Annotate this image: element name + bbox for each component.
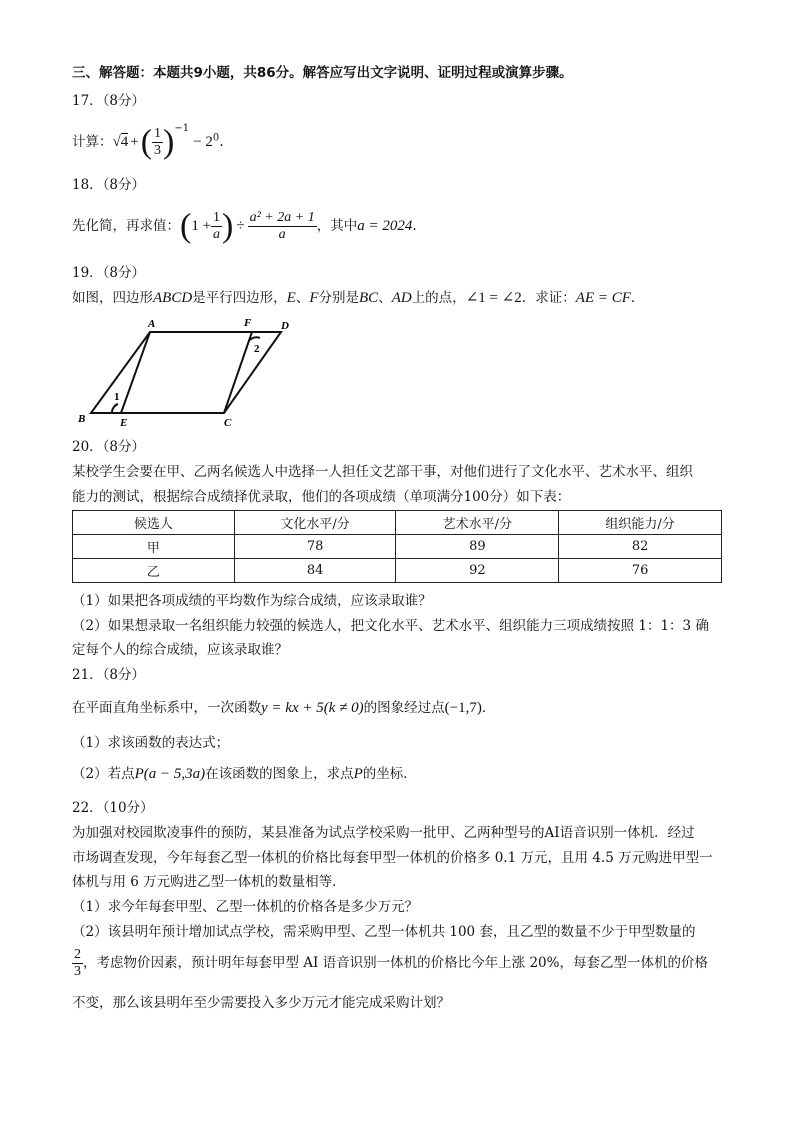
q21-text-a: 在平面直角坐标系中，一次函数 — [72, 700, 261, 716]
q19-text — [72, 289, 644, 307]
q18-small-num: 1 — [213, 210, 221, 225]
table-header-cell: 文化水平/分 — [234, 511, 396, 535]
q18-small-fraction — [211, 210, 222, 243]
table-cell: 78 — [234, 535, 396, 559]
q19-text-e: 、 — [378, 290, 392, 306]
q22-sub2-line2-text: ，考虑物价因素，预计明年每套甲型 AI 语音识别一体机的价格比今年上涨 20%，每套乙型一体机的价格 — [83, 955, 708, 971]
q17-exponent: −1 — [174, 122, 190, 134]
q20-sub2-line2: 定每个人的综合成绩，应该录取谁？ — [72, 642, 288, 658]
label-f: F — [244, 317, 252, 329]
q19-abcd: ABCD — [153, 290, 193, 306]
score-table — [72, 510, 722, 583]
parallelogram-abcd — [91, 332, 281, 413]
sqrt-sign: √ — [112, 134, 121, 150]
q19-bc: BC — [359, 290, 379, 306]
q21-sub2 — [72, 765, 417, 783]
label-b: B — [78, 413, 86, 425]
q17-frac-num: 1 — [154, 126, 162, 141]
q17-frac-den: 3 — [154, 143, 162, 158]
q19-ad: AD — [391, 290, 412, 306]
q20-sub2-line1: （2）如果想录取一名组织能力较强的候选人，把文化水平、艺术水平、组织能力三项成绩按照 1：1：3 确 — [72, 618, 709, 634]
table-header-row — [73, 511, 722, 535]
q17-fraction — [152, 126, 163, 159]
q22-line1: 为加强对校园欺凌事件的预防，某县准备为试点学校采购一批甲、乙两种型号的AI语音识别一体机．经过 — [72, 825, 695, 841]
q18-suffix: ，其中 — [316, 218, 358, 234]
q22-frac-num: 2 — [74, 947, 81, 962]
q22-sub2-line1: （2）该县明年预计增加试点学校，需采购甲型、乙型一体机共 100 套，且乙型的数量不少于甲型数量的 — [72, 924, 696, 940]
table-row — [73, 535, 722, 559]
q21-function: y = kx + 5(k ≠ 0) — [261, 700, 364, 716]
q18-big-den: a — [278, 227, 286, 242]
q17-prefix: 计算： — [72, 134, 113, 150]
table-row — [73, 559, 722, 583]
label-a: A — [148, 318, 156, 330]
q18-expression — [72, 206, 417, 250]
table-cell: 89 — [396, 535, 559, 559]
q19-text-b: 是平行四边形， — [192, 290, 287, 306]
segment-cf — [224, 332, 252, 413]
q19-goal: AE = CF — [575, 290, 631, 306]
q22-sub2-line3: 不变，那么该县明年至少需要投入多少万元才能完成采购计划？ — [72, 995, 450, 1011]
q19-end: ． — [630, 290, 645, 306]
q17-end: . — [219, 134, 224, 150]
q21-text-b: 的图象经过点 — [363, 700, 445, 716]
q22-line2: 市场调查发现，今年每套乙型一体机的价格比每套甲型一体机的价格多 0.1 万元，且用 4.5 万元购进甲型一 — [72, 850, 713, 866]
table-cell: 84 — [234, 559, 396, 583]
q21-point: (−1,7) — [444, 700, 482, 716]
label-angle-2: 2 — [254, 343, 260, 355]
q18-title: 18．（8分） — [72, 177, 146, 193]
segment-ae — [121, 332, 150, 413]
q20-intro-line1: 某校学生会要在甲、乙两名候选人中选择一人担任文艺部干事，对他们进行了文化水平、艺术水平、组织 — [72, 464, 693, 480]
table-header-cell: 艺术水平/分 — [396, 511, 559, 535]
q19-angles: ∠1 = ∠2 — [465, 290, 522, 306]
q18-small-den: a — [213, 227, 221, 242]
table-cell: 82 — [559, 535, 722, 559]
label-e: E — [120, 417, 128, 429]
q18-end: . — [412, 218, 417, 234]
q19-text-a: 如图，四边形 — [72, 290, 153, 306]
q21-end: ． — [481, 700, 496, 716]
label-c: C — [224, 417, 232, 429]
q18-condition: a = 2024 — [357, 218, 413, 234]
q22-fraction — [72, 947, 83, 980]
q22-sub2-line2 — [72, 945, 708, 981]
q21-text — [72, 699, 495, 717]
q20-intro-line2: 能力的测试，根据综合成绩择优录取，他们的各项成绩（单项满分100分）如下表： — [72, 489, 571, 505]
q19-f: F — [309, 290, 319, 306]
q21-sub2-p: P — [353, 766, 363, 782]
q22-line3: 体机与用 6 万元购进乙型一体机的数量相等． — [72, 874, 346, 890]
q22-frac-den: 3 — [74, 964, 81, 979]
q17-minus-term: − 2 — [193, 134, 213, 150]
section-header: 三、解答题：本题共9小题，共86分。解答应写出文字说明、证明过程或演算步骤。 — [72, 65, 573, 81]
left-paren: ( — [140, 123, 153, 161]
q21-title: 21．（8分） — [72, 667, 146, 683]
q19-text-d: 分别是 — [318, 290, 360, 306]
q17-sqrt-arg: 4 — [120, 134, 129, 150]
parallelogram-figure — [72, 312, 294, 432]
q19-text-f: 上的点， — [411, 290, 466, 306]
label-angle-1: 1 — [114, 391, 120, 403]
table-cell: 76 — [559, 559, 722, 583]
angle-1-arc — [112, 404, 118, 413]
left-paren: ( — [180, 207, 192, 245]
table-cell: 乙 — [73, 559, 235, 583]
q19-text-g: ．求证： — [521, 290, 576, 306]
q19-e: E — [286, 290, 296, 306]
table-cell: 甲 — [73, 535, 235, 559]
q20-title: 20．（8分） — [72, 439, 146, 455]
q18-big-fraction — [248, 210, 317, 243]
table-header-cell: 组织能力/分 — [559, 511, 722, 535]
table-cell: 92 — [396, 559, 559, 583]
q22-sub1: （1）求今年每套甲型、乙型一体机的价格各是多少万元？ — [72, 899, 419, 915]
table-header-cell: 候选人 — [73, 511, 235, 535]
q17-title: 17．（8分） — [72, 93, 146, 109]
angle-2-arc — [250, 337, 260, 340]
q21-sub2-b: 在该函数的图象上，求点 — [205, 766, 354, 782]
q19-text-c: 、 — [295, 290, 310, 306]
q17-plus: + — [130, 134, 139, 150]
q18-big-num: a² + 2a + 1 — [249, 210, 315, 225]
q17-expression — [72, 122, 224, 166]
q19-title: 19．（8分） — [72, 265, 146, 281]
q21-sub2-point: P(a − 5,3a) — [134, 766, 206, 782]
q17-zero-exp: 0 — [212, 132, 220, 144]
right-paren: ) — [163, 123, 175, 161]
label-d: D — [281, 320, 289, 332]
q18-term-one: 1 + — [191, 218, 212, 234]
q21-sub1: （1）求该函数的表达式； — [72, 735, 230, 751]
q21-sub2-c: 的坐标． — [362, 766, 417, 782]
q20-sub1: （1）如果把各项成绩的平均数作为综合成绩，应该录取谁？ — [72, 593, 432, 609]
q22-title: 22．（10分） — [72, 800, 154, 816]
q18-div: ÷ — [236, 218, 245, 234]
q21-sub2-a: （2）若点 — [72, 766, 135, 782]
q18-prefix: 先化简，再求值： — [72, 218, 180, 234]
right-paren: ) — [222, 207, 234, 245]
